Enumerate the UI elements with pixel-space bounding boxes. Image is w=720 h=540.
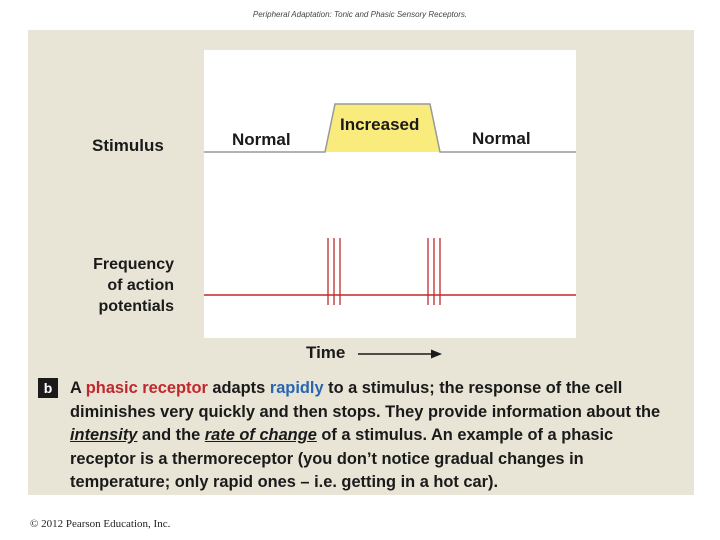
caption-text: [70, 377, 680, 495]
caption-segment: A: [70, 379, 86, 397]
caption-segment: to a stimulus; the response of the cell diminishes very quickly and then stops. They provide information about the: [70, 379, 661, 421]
stimulus-normal-after-label: Normal: [472, 129, 531, 148]
term-rapidly: rapidly: [269, 379, 324, 397]
copyright-notice: © 2012 Pearson Education, Inc.: [30, 518, 171, 530]
stimulus-label: Stimulus: [92, 136, 164, 155]
frequency-label-line-1: Frequency: [93, 256, 174, 273]
time-arrow-head: [431, 350, 442, 359]
caption-segment: and the: [137, 426, 205, 444]
frequency-label-line-3: potentials: [98, 298, 174, 315]
term-phasic-receptor: phasic receptor: [85, 379, 208, 397]
panel-letter-badge: b: [38, 378, 58, 398]
slide-title: Peripheral Adaptation: Tonic and Phasic Sensory Receptors.: [252, 10, 468, 19]
frequency-label-line-2: of action: [107, 277, 174, 294]
frequency-axis-label: [93, 254, 174, 317]
caption-segment: adapts: [207, 379, 270, 397]
caption-segment: of a stimulus. An example of a phasic receptor is a thermoreceptor (you don’t notice gradual changes in temperature; only rapid ones – i.e. getting in a hot car).: [70, 426, 614, 491]
term-intensity: intensity: [70, 426, 138, 444]
stimulus-normal-before-label: Normal: [232, 130, 291, 149]
time-axis-label: Time: [306, 343, 346, 362]
stimulus-increased-label: Increased: [340, 115, 420, 134]
term-rate-of-change: rate of change: [204, 426, 317, 444]
